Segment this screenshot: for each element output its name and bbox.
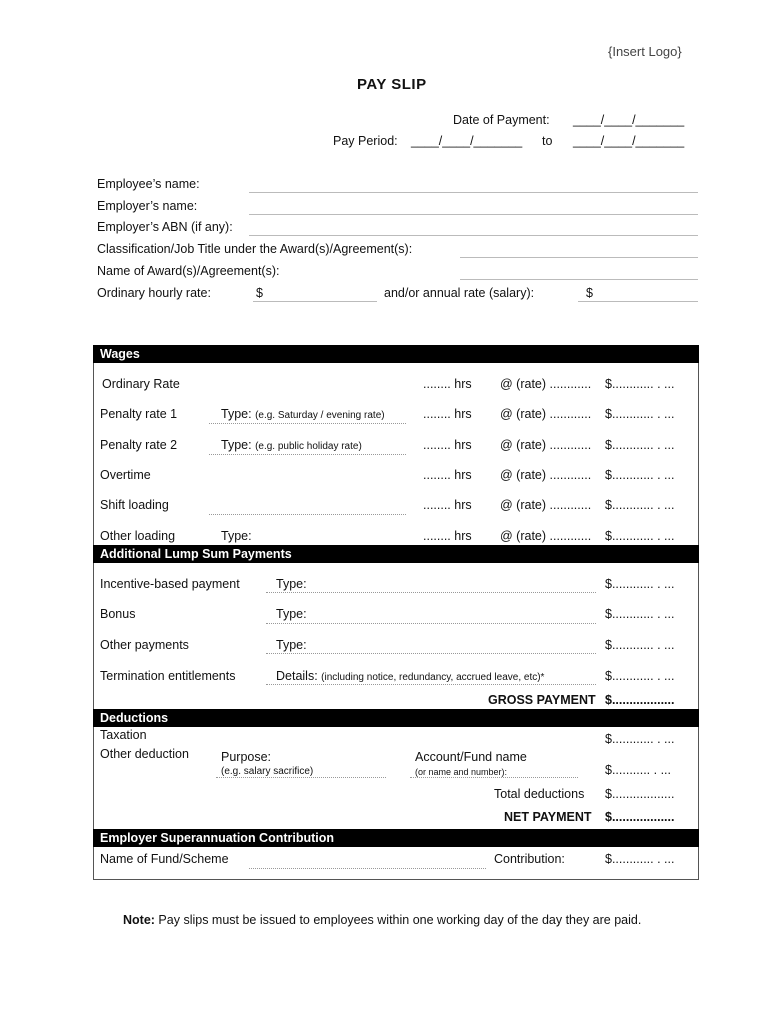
type-label: Type: (221, 407, 252, 421)
lump-row-type-label: Type: (276, 607, 307, 621)
net-payment-value[interactable]: $.................. (605, 810, 675, 824)
employer-abn-field[interactable] (249, 235, 698, 236)
wage-row-label: Shift loading (100, 498, 169, 512)
lump-row-type-label: Type: (276, 577, 307, 591)
lump-row-amount[interactable]: $............ . ... (605, 638, 675, 652)
date-of-payment-label: Date of Payment: (453, 113, 550, 127)
lump-row-details-field[interactable] (266, 684, 596, 685)
wage-row-rate[interactable]: @ (rate) ............ (500, 377, 592, 391)
lump-row-type-field[interactable] (266, 592, 596, 593)
pay-period-to-field[interactable]: ____/____/_______ (573, 134, 685, 148)
hourly-rate-label: Ordinary hourly rate: (97, 286, 211, 300)
date-of-payment-field[interactable]: ____/____/_______ (573, 113, 685, 127)
purpose-label: Purpose: (221, 750, 272, 764)
lump-row-type-label: Type: (276, 638, 307, 652)
wage-row-amount[interactable]: $............ . ... (605, 468, 675, 482)
lump-row-type-field[interactable] (266, 653, 596, 654)
purpose-hint: (e.g. salary sacrifice) (221, 766, 314, 777)
total-deductions-label: Total deductions (494, 787, 585, 801)
logo-placeholder: {Insert Logo} (608, 44, 682, 59)
wage-row-hrs[interactable]: ........ hrs (423, 498, 472, 512)
wage-row-label: Ordinary Rate (102, 377, 180, 391)
details-label: Details: (276, 669, 318, 683)
net-payment-label: NET PAYMENT (504, 810, 592, 824)
wage-row-amount[interactable]: $............ . ... (605, 438, 675, 452)
contribution-label: Contribution: (494, 852, 565, 866)
classification-field[interactable] (460, 257, 698, 258)
award-name-field[interactable] (460, 279, 698, 280)
purpose-field[interactable] (216, 777, 386, 778)
wage-row-hrs[interactable]: ........ hrs (423, 468, 472, 482)
lump-row-type-field[interactable] (266, 623, 596, 624)
employer-name-label: Employer’s name: (97, 199, 198, 213)
lump-row-amount[interactable]: $............ . ... (605, 669, 675, 683)
award-name-label: Name of Award(s)/Agreement(s): (97, 264, 280, 278)
wage-row-label: Penalty rate 2 (100, 438, 178, 452)
wages-heading: Wages (93, 345, 699, 363)
employer-name-field[interactable] (249, 214, 698, 215)
account-label: Account/Fund name (415, 750, 527, 764)
wage-row-amount[interactable]: $............ . ... (605, 498, 675, 512)
employee-name-field[interactable] (249, 192, 698, 193)
hourly-rate-field[interactable] (253, 301, 377, 302)
footer-note (123, 913, 641, 927)
wage-row-rate[interactable]: @ (rate) ............ (500, 407, 592, 421)
note-text: Pay slips must be issued to employees within one working day of the day they are paid. (154, 913, 642, 927)
wage-row-hrs[interactable]: ........ hrs (423, 407, 472, 421)
wage-row-hrs[interactable]: ........ hrs (423, 438, 472, 452)
wage-row-rate[interactable]: @ (rate) ............ (500, 468, 592, 482)
wage-row-type-label (221, 407, 385, 421)
lump-row-label: Termination entitlements (100, 669, 236, 683)
annual-rate-field[interactable] (578, 301, 698, 302)
taxation-label: Taxation (100, 728, 147, 742)
lump-row-details (276, 669, 544, 683)
employee-name-label: Employee’s name: (97, 177, 200, 191)
lump-row-amount[interactable]: $............ . ... (605, 577, 675, 591)
wage-row-rate[interactable]: @ (rate) ............ (500, 438, 592, 452)
note-label: Note: (123, 913, 155, 927)
wage-row-type-field[interactable] (209, 514, 406, 515)
account-hint: (or name and number): (415, 767, 508, 777)
other-deduction-amount[interactable]: $........... . ... (605, 763, 671, 777)
hourly-rate-dollar: $ (256, 286, 263, 300)
wage-row-type-label (221, 438, 362, 452)
wage-row-rate[interactable]: @ (rate) ............ (500, 498, 592, 512)
account-field[interactable] (410, 777, 578, 778)
other-deduction-label: Other deduction (100, 747, 189, 761)
annual-rate-dollar: $ (586, 286, 593, 300)
fund-name-field[interactable] (249, 868, 486, 869)
wage-row-label: Overtime (100, 468, 151, 482)
lump-row-label: Incentive-based payment (100, 577, 240, 591)
wage-row-label: Other loading (100, 529, 176, 543)
lump-row-label: Other payments (100, 638, 189, 652)
lump-sum-heading: Additional Lump Sum Payments (93, 545, 699, 563)
wage-row-amount[interactable]: $............ . ... (605, 529, 675, 543)
pay-period-from-field[interactable]: ____/____/_______ (411, 134, 523, 148)
type-hint: (e.g. Saturday / evening rate) (255, 410, 385, 421)
lump-row-label: Bonus (100, 607, 136, 621)
contribution-value[interactable]: $............ . ... (605, 852, 675, 866)
taxation-amount[interactable]: $............ . ... (605, 732, 675, 746)
lump-row-amount[interactable]: $............ . ... (605, 607, 675, 621)
wage-row-type-field[interactable] (209, 454, 406, 455)
annual-rate-label: and/or annual rate (salary): (384, 286, 535, 300)
wage-row-type-label: Type: (221, 529, 252, 543)
details-hint: (including notice, redundancy, accrued leave, etc)* (321, 672, 545, 683)
wage-row-hrs[interactable]: ........ hrs (423, 377, 472, 391)
wage-row-amount[interactable]: $............ . ... (605, 407, 675, 421)
classification-label: Classification/Job Title under the Award(s)/Agreement(s): (97, 242, 413, 256)
gross-payment-label: GROSS PAYMENT (488, 693, 596, 707)
pay-period-label: Pay Period: (333, 134, 398, 148)
total-deductions-value[interactable]: $.................. (605, 787, 675, 801)
deductions-heading: Deductions (93, 709, 699, 727)
pay-period-to-label: to (542, 134, 553, 148)
type-hint: (e.g. public holiday rate) (255, 441, 362, 452)
gross-payment-value[interactable]: $.................. (605, 693, 675, 707)
fund-name-label: Name of Fund/Scheme (100, 852, 229, 866)
super-heading: Employer Superannuation Contribution (93, 829, 699, 847)
type-label: Type: (221, 438, 252, 452)
wage-row-rate[interactable]: @ (rate) ............ (500, 529, 592, 543)
wage-row-hrs[interactable]: ........ hrs (423, 529, 472, 543)
page-title: PAY SLIP (357, 76, 427, 93)
employer-abn-label: Employer’s ABN (if any): (97, 220, 233, 234)
wage-row-type-field[interactable] (209, 423, 406, 424)
wage-row-label: Penalty rate 1 (100, 407, 178, 421)
wage-row-amount[interactable]: $............ . ... (605, 377, 675, 391)
